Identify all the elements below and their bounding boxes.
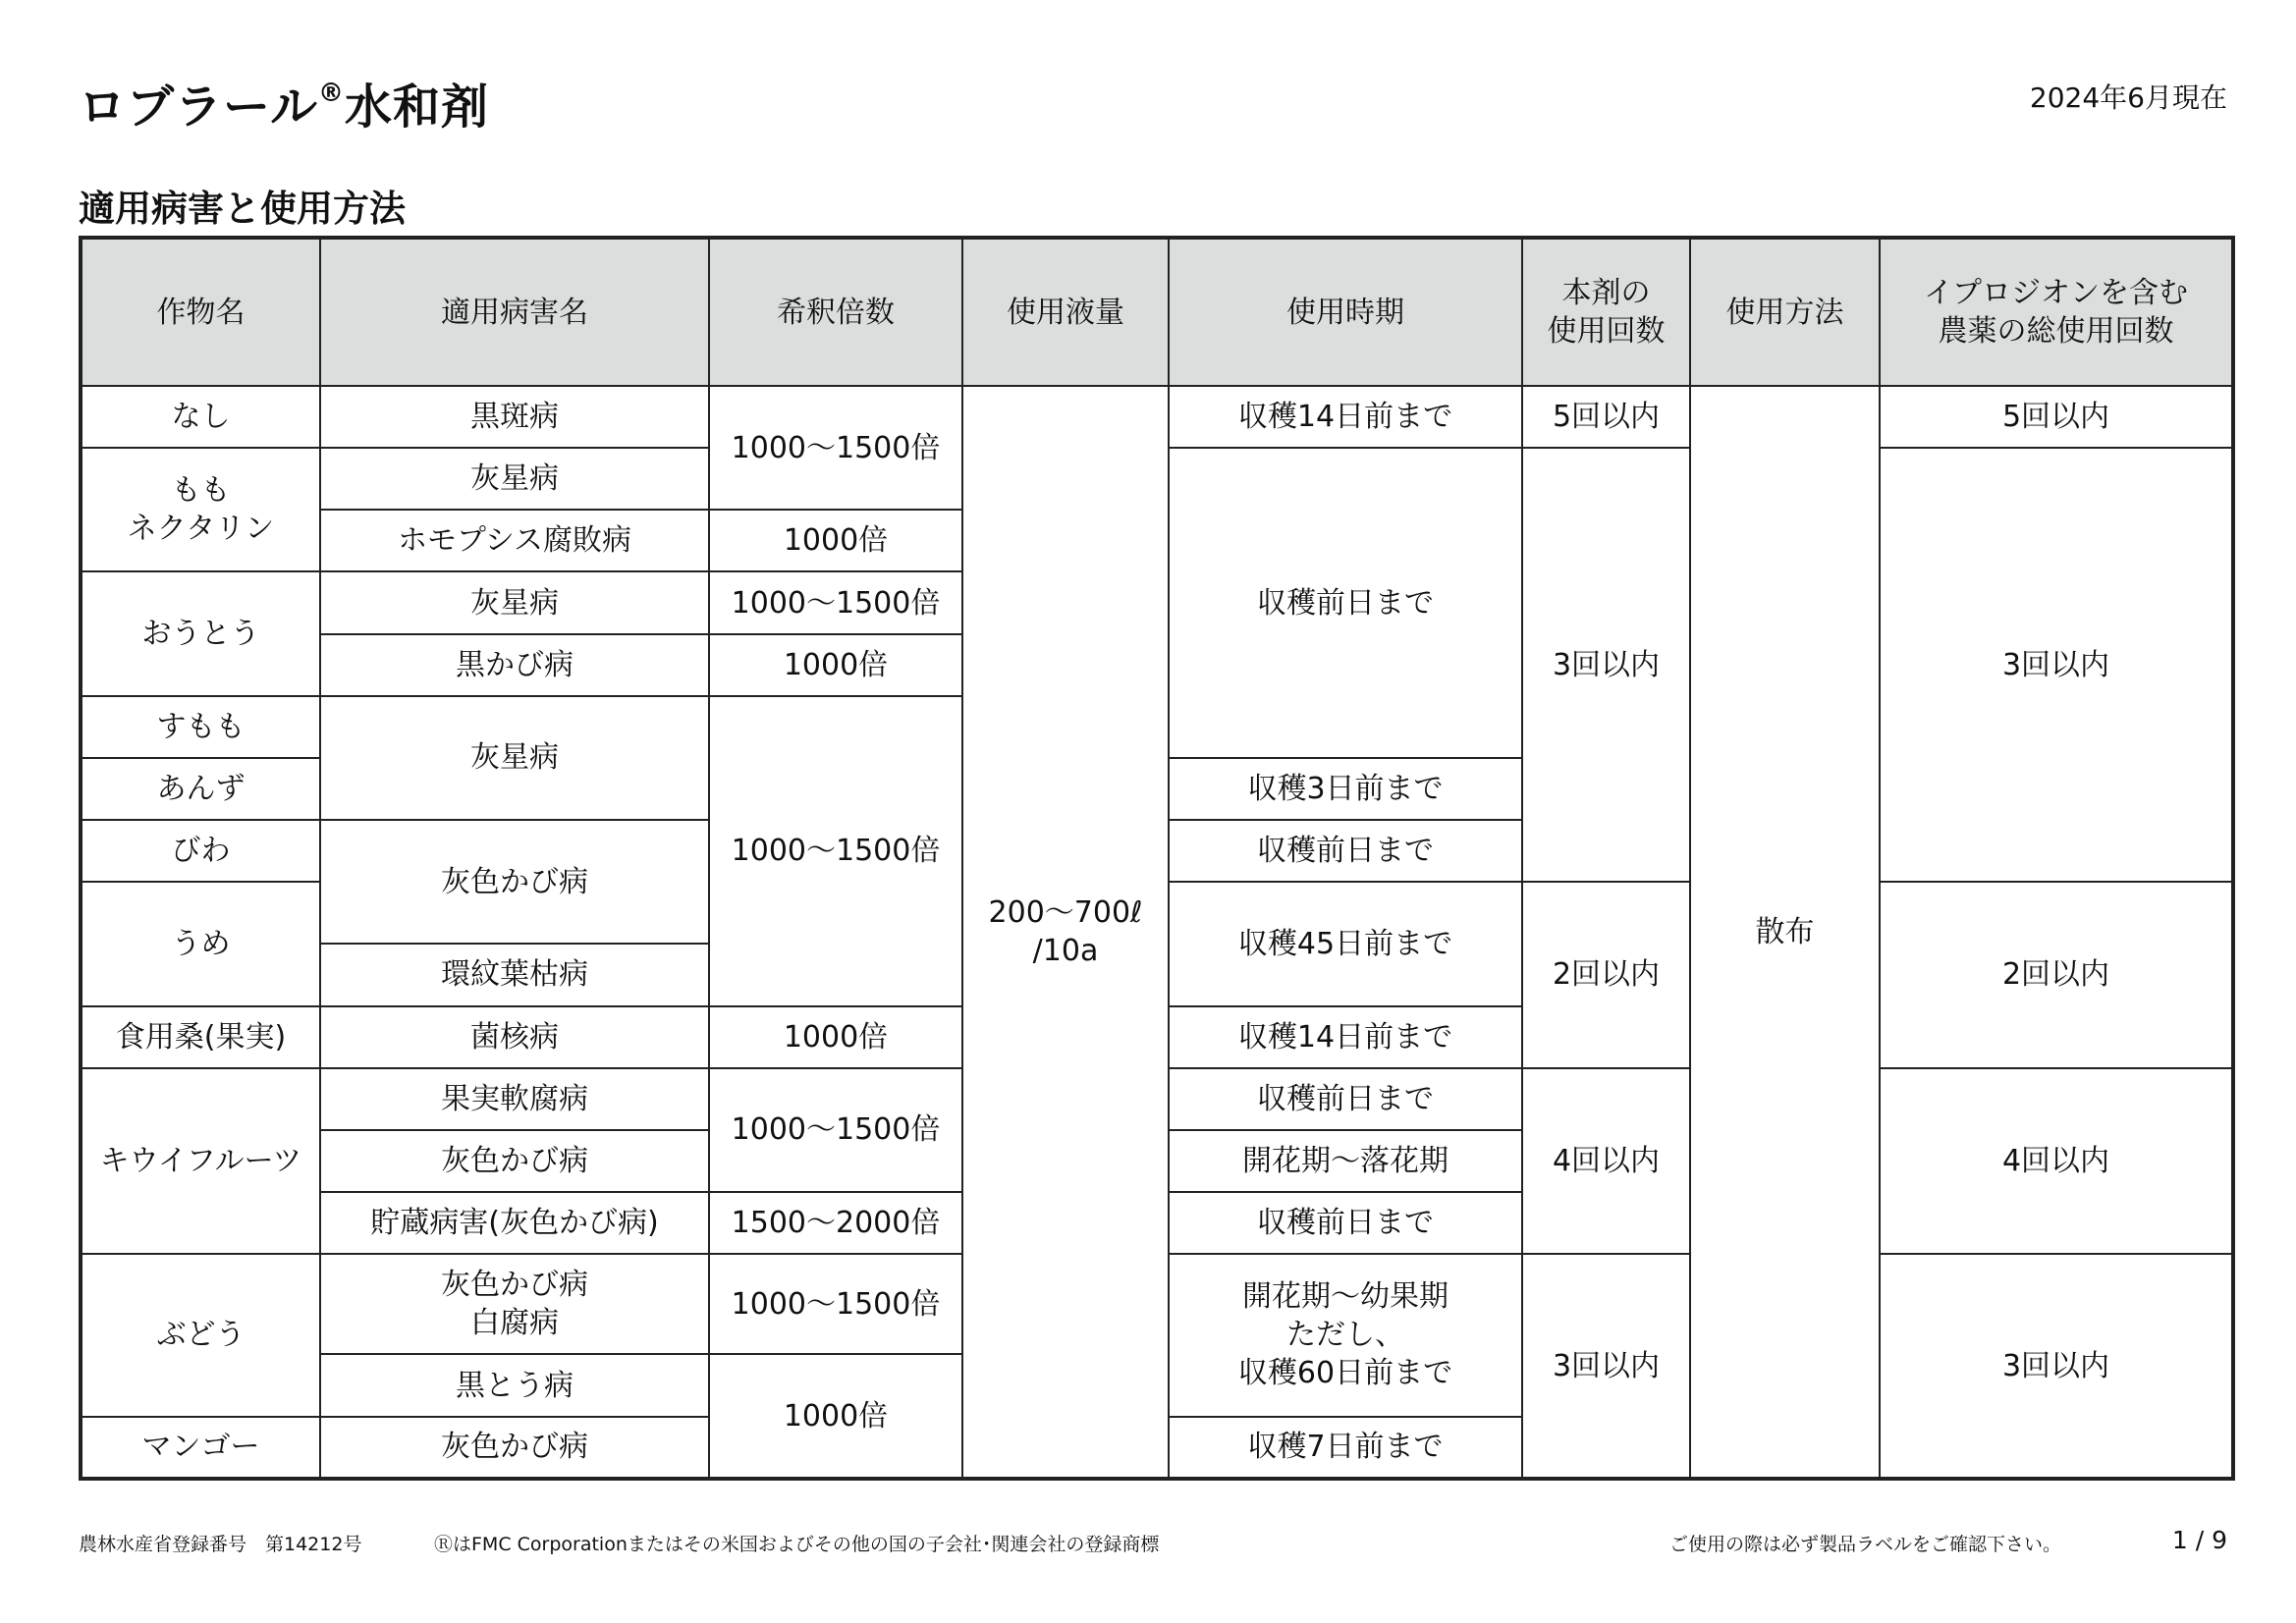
count-cell: 3回以内 — [1522, 1254, 1690, 1479]
dilution-cell: 1500～2000倍 — [709, 1192, 962, 1254]
method-cell: 散布 — [1690, 386, 1880, 1479]
timing-cell: 収穫14日前まで — [1169, 386, 1522, 448]
header-total-count: イプロジオンを含む 農薬の総使用回数 — [1880, 238, 2233, 386]
disease-cell: 灰色かび病 白腐病 — [320, 1254, 709, 1354]
disease-cell: 黒斑病 — [320, 386, 709, 448]
table-row — [81, 386, 2233, 448]
header-use-count: 本剤の 使用回数 — [1522, 238, 1690, 386]
timing-cell: 収穫7日前まで — [1169, 1417, 1522, 1479]
trademark-notice: ⓇはFMC Corporationまたはその米国およびその他の国の子会社･関連会社の登録商標 — [434, 1534, 1160, 1555]
crop-cell: すもも — [81, 696, 320, 758]
page-number: 1 / 9 — [2171, 1526, 2227, 1554]
dilution-cell: 1000倍 — [709, 510, 962, 571]
timing-cell: 収穫3日前まで — [1169, 758, 1522, 820]
timing-cell: 収穫前日まで — [1169, 1192, 1522, 1254]
usage-table — [79, 236, 2235, 1481]
header-crop: 作物名 — [81, 238, 320, 386]
dilution-cell: 1000倍 — [709, 1006, 962, 1068]
disease-cell: 灰色かび病 — [320, 1417, 709, 1479]
crop-cell: マンゴー — [81, 1417, 320, 1479]
header-dilution: 希釈倍数 — [709, 238, 962, 386]
timing-cell: 開花期～幼果期 ただし、 収穫60日前まで — [1169, 1254, 1522, 1416]
disease-cell: 灰星病 — [320, 448, 709, 510]
volume-cell: 200～700ℓ /10a — [962, 386, 1169, 1479]
dilution-cell: 1000～1500倍 — [709, 571, 962, 633]
header-volume: 使用液量 — [962, 238, 1169, 386]
dilution-cell: 1000～1500倍 — [709, 1068, 962, 1192]
total-count-cell: 3回以内 — [1880, 1254, 2233, 1479]
timing-cell: 収穫前日まで — [1169, 1068, 1522, 1130]
crop-cell: あんず — [81, 758, 320, 820]
dilution-cell: 1000倍 — [709, 634, 962, 696]
total-count-cell: 4回以内 — [1880, 1068, 2233, 1254]
timing-cell: 収穫14日前まで — [1169, 1006, 1522, 1068]
count-cell: 2回以内 — [1522, 882, 1690, 1067]
disease-cell: 灰星病 — [320, 696, 709, 820]
crop-cell: びわ — [81, 820, 320, 882]
disease-cell: 灰星病 — [320, 571, 709, 633]
registration-number: 農林水産省登録番号 第14212号 — [79, 1534, 362, 1555]
label-notice: ご使用の際は必ず製品ラベルをご確認下さい。 — [1669, 1534, 2062, 1555]
disease-cell: 黒かび病 — [320, 634, 709, 696]
registered-mark: ® — [318, 79, 346, 108]
crop-cell: おうとう — [81, 571, 320, 695]
disease-cell: 灰色かび病 — [320, 820, 709, 944]
disease-cell: 果実軟腐病 — [320, 1068, 709, 1130]
title-formulation: 水和剤 — [345, 80, 490, 135]
dilution-cell: 1000倍 — [709, 1354, 962, 1479]
table-header-row — [81, 238, 2233, 386]
crop-cell: もも ネクタリン — [81, 448, 320, 571]
count-cell: 4回以内 — [1522, 1068, 1690, 1254]
crop-cell: 食用桑(果実) — [81, 1006, 320, 1068]
count-cell: 3回以内 — [1522, 448, 1690, 882]
dilution-cell: 1000～1500倍 — [709, 1254, 962, 1354]
timing-cell: 収穫45日前まで — [1169, 882, 1522, 1005]
timing-cell: 収穫前日まで — [1169, 448, 1522, 758]
header-method: 使用方法 — [1690, 238, 1880, 386]
crop-cell: ぶどう — [81, 1254, 320, 1416]
crop-cell: キウイフルーツ — [81, 1068, 320, 1254]
header-timing: 使用時期 — [1169, 238, 1522, 386]
disease-cell: 環紋葉枯病 — [320, 944, 709, 1005]
total-count-cell: 3回以内 — [1880, 448, 2233, 882]
disease-cell: ホモプシス腐敗病 — [320, 510, 709, 571]
dilution-cell: 1000～1500倍 — [709, 696, 962, 1006]
disease-cell: 貯蔵病害(灰色かび病) — [320, 1192, 709, 1254]
count-cell: 5回以内 — [1522, 386, 1690, 448]
disease-cell: 菌核病 — [320, 1006, 709, 1068]
total-count-cell: 2回以内 — [1880, 882, 2233, 1067]
crop-cell: なし — [81, 386, 320, 448]
disease-cell: 黒とう病 — [320, 1354, 709, 1416]
crop-cell: うめ — [81, 882, 320, 1005]
as-of-date: 2024年6月現在 — [2029, 81, 2227, 114]
page-title — [79, 69, 489, 136]
title-product-name: ロブラール — [79, 80, 319, 135]
timing-cell: 収穫前日まで — [1169, 820, 1522, 882]
timing-cell: 開花期～落花期 — [1169, 1130, 1522, 1192]
header-disease: 適用病害名 — [320, 238, 709, 386]
total-count-cell: 5回以内 — [1880, 386, 2233, 448]
dilution-cell: 1000～1500倍 — [709, 386, 962, 510]
section-title: 適用病害と使用方法 — [79, 188, 406, 230]
disease-cell: 灰色かび病 — [320, 1130, 709, 1192]
